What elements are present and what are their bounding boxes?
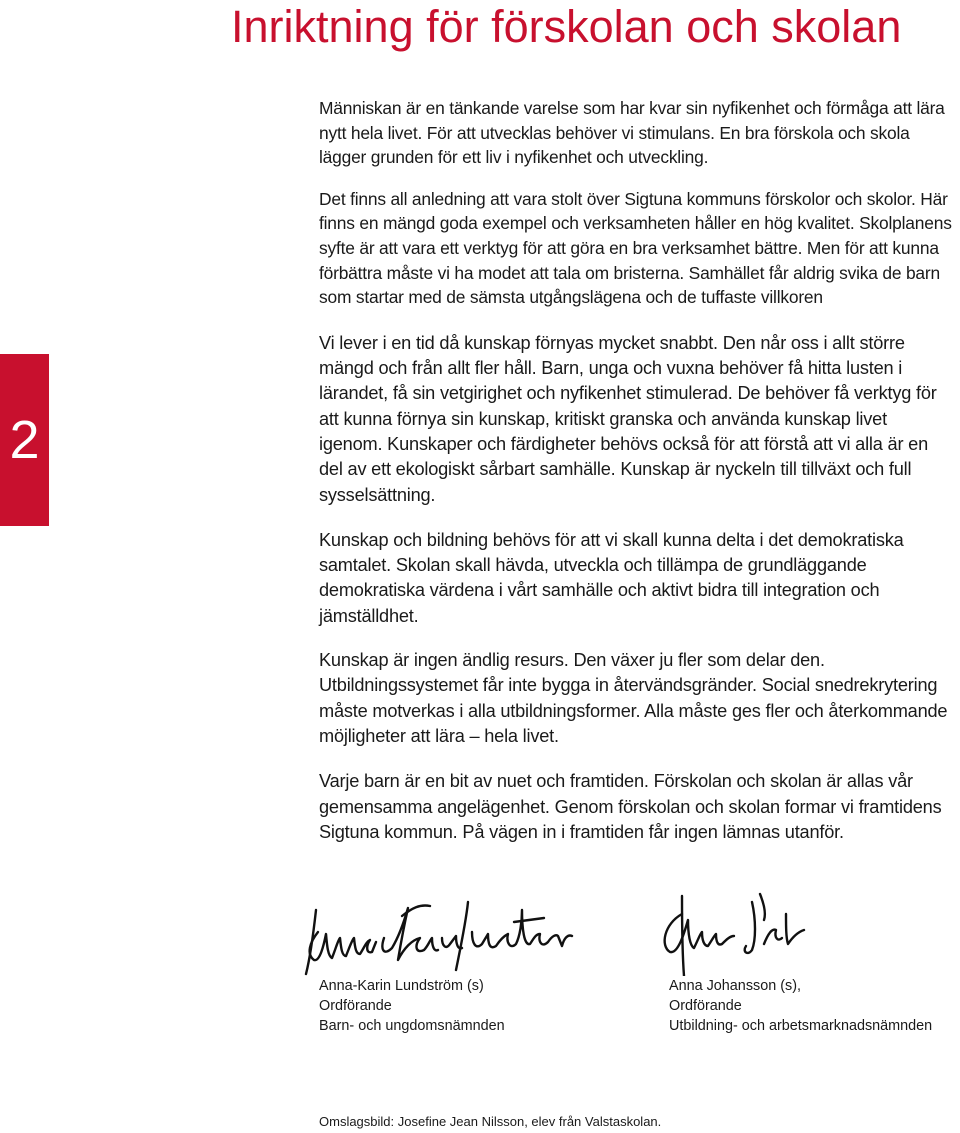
paragraph: Det finns all anledning att vara stolt över Sigtuna kommuns förskolor och skolor. Här finns en mängd goda exempel och verksamheten håller en hög kvalitet. Skolplanens syfte är att vara ett verktyg för att göra en bra verksamhet bättre. Men för att kunna förbättra måste vi ha modet att tala om bristerna. Samhället får aldrig svika de barn som startar med de sämsta utgångslägena och de tuffaste villkoren (319, 188, 952, 308)
body-text (319, 96, 955, 845)
signatory-role: Ordförande (319, 998, 392, 1014)
paragraph: Kunskap är ingen ändlig resurs. Den växer ju fler som delar den. Utbildningssystemet får inte bygga in återvändsgränder. Social snedrekrytering måste motverkas i alla utbildningsformer. Alla måste ges fler och återkommande möjligheter att lära – hela livet. (319, 650, 948, 746)
paragraph: Vi lever i en tid då kunskap förnyas mycket snabbt. Den når oss i allt större mängd och från allt fler håll. Barn, unga och vuxna behöver få hitta lusten i lärandet, få sin vetgirighet och nyfikenhet stimulerad. De behöver få verktyg för att kunna förnya sin kunskap, kritiskt granska och använda kunskap livet igenom. Kunskaper och färdigheter behövs också för att förstå att vi alla är en del av ett ekologiskt sårbart samhälle. Kunskap är nyckeln till tillväxt och full sysselsättning. (319, 332, 937, 505)
signatory-2 (669, 976, 932, 1036)
page-number: 2 (9, 410, 40, 470)
paragraph: Kunskap och bildning behövs för att vi skall kunna delta i det demokratiska samtalet. Skolan skall hävda, utveckla och tillämpa de grundläggande demokratiska värdena i vårt samhälle och aktivt bidra till integration och jämställdhet. (319, 529, 904, 626)
signature-anna-karin-lundstrom (300, 898, 576, 976)
page-title: Inriktning för förskolan och skolan (231, 1, 902, 52)
signatory-committee: Barn- och ungdomsnämnden (319, 1018, 505, 1034)
paragraph: Varje barn är en bit av nuet och framtiden. Förskolan och skolan är allas vår gemensamma angelägenhet. Genom förskolan och skolan formar vi framtidens Sigtuna kommun. På vägen in i framtiden får ingen lämnas utanför. (319, 771, 942, 842)
signatory-name: Anna-Karin Lundström (s) (319, 978, 484, 994)
signatory-committee: Utbildning- och arbetsmarknadsnämnden (669, 1018, 933, 1034)
signature-anna-johansson (652, 890, 820, 976)
cover-credit: Omslagsbild: Josefine Jean Nilsson, elev från Valstaskolan. (319, 1114, 662, 1129)
signatory-name: Anna Johansson (s), (669, 978, 801, 994)
signatory-1 (319, 976, 505, 1036)
page-number-tab (0, 354, 49, 526)
signatory-role: Ordförande (669, 998, 742, 1014)
paragraph: Människan är en tänkande varelse som har kvar sin nyfikenhet och förmåga att lära nytt hela livet. För att utvecklas behöver vi stimulans. En bra förskola och skola lägger grunden för ett liv i nyfikenhet och utveckling. (319, 98, 945, 168)
